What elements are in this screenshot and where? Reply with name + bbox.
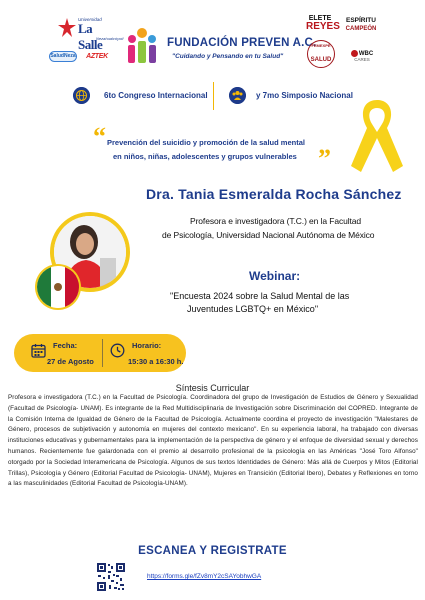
registration-link[interactable]: https://forms.gle/fZv8mY2cSAYobhwGA <box>147 573 262 580</box>
time-label: Horario: <box>132 341 162 350</box>
elete-reyes-logo <box>306 15 340 37</box>
synthesis-title: Síntesis Curricular <box>175 383 250 393</box>
lasalle-name: La Salle <box>78 21 103 52</box>
schedule-divider <box>102 339 103 367</box>
register-cta: ESCANEA Y REGISTRATE <box>138 545 287 557</box>
preven-logo <box>124 27 160 65</box>
femexpe-bottom: SALUD <box>310 57 332 63</box>
quote-close-icon: ” <box>318 144 331 173</box>
speaker-role-line2: de Psicología, Universidad Nacional Autónoma de México <box>162 230 375 240</box>
globe-icon <box>73 87 90 104</box>
synthesis-body: Profesora e investigadora (T.C.) en la Facultad de Psicología. Coordinadora del grupo de Investigación de Estudios de Género y Sexualidad (Facultad de Psicología- UNAM). Es integrante de la Red Multidisciplinaria de Investigación sobre Discriminación del COPRED. Integrante de la Comisión Interna de Igualdad de Género de la Facultad de Psicología. Actualmente coordina el proyecto de investigación "Malestares de Género, procesos de subjetivación y autonomía en mujeres del contexto mexicano". En su experiencia laboral, ha trabajado con diversas instituciones educativas y gubernamentales para la implementación de la perspectiva de género y el enfoque de diversidad sexual y derechos humanos. Recientemente fue galardonada con el premio al desarrollo profesional de la psicología en las Américas "José Toro Alfonso" otorgado por la Sociedad Interamericana de Psicología. Algunos de sus textos Identidades de Género: Más allá de Cuerpos y Mitos (Editorial Trillas), Psicología y Género (Editorial Facultad de Psicología- UNAM), Mujeres en Transición (Editorial Ibero), Debates y Reflexiones en torno a las masculinidades (Editorial Facultad de Psicología-UNAM). <box>8 394 418 488</box>
webinar-topic-line1: "Encuesta 2024 sobre la Salud Mental de las <box>170 291 350 301</box>
foundation-slogan: "Cuidando y Pensando en tu Salud" <box>172 53 284 60</box>
wbc-cares-logo <box>347 50 377 66</box>
lasalle-university: Universidad <box>78 17 102 22</box>
congress-label: 6to Congreso Internacional <box>104 91 208 100</box>
wbc-dot-icon <box>351 50 358 57</box>
quote-open-icon: “ <box>93 122 106 151</box>
quote-line1: Prevención del suicidio y promoción de la salud mental <box>107 138 305 147</box>
people-icon <box>229 87 246 104</box>
quote-line2: en niños, niñas, adolescentes y grupos vulnerables <box>113 152 297 161</box>
calendar-icon <box>31 343 46 358</box>
aztek-logo: AZTEK <box>86 53 108 60</box>
espiritu-campeon-logo <box>345 18 377 40</box>
webinar-label: Webinar: <box>249 269 301 283</box>
date-label: Fecha: <box>53 341 78 350</box>
femexpe-top: FEMEXPE <box>311 43 331 48</box>
qr-code-icon[interactable] <box>96 562 126 592</box>
wbc-top: WBC <box>358 51 374 58</box>
saludneza-logo: SaludNeza <box>49 51 77 62</box>
lasalle-star-icon <box>58 18 76 38</box>
time-value: 15:30 a 16:30 h. <box>128 357 184 366</box>
espiritu-bottom: CAMPEÓN <box>345 25 377 32</box>
speaker-name: Dra. Tania Esmeralda Rocha Sánchez <box>146 186 402 202</box>
speaker-role-line1: Profesora e investigadora (T.C.) en la Facultad <box>190 216 362 226</box>
symposium-label: y 7mo Simposio Nacional <box>256 91 353 100</box>
elete-bottom: REYES <box>306 21 340 32</box>
webinar-topic-line2: Juventudes LGBTQ+ en México" <box>187 304 319 314</box>
elete-top: ELETE <box>308 15 332 22</box>
event-divider <box>213 82 214 110</box>
lasalle-logo <box>58 14 124 52</box>
date-value: 27 de Agosto <box>47 357 94 366</box>
clock-icon <box>110 343 125 358</box>
femexpe-logo <box>307 40 335 68</box>
awareness-ribbon-icon <box>337 92 417 174</box>
wbc-bottom: CARES <box>354 57 370 63</box>
foundation-title: FUNDACIÓN PREVEN A.C. <box>167 37 317 49</box>
espiritu-top: ESPÍRITU <box>346 17 376 24</box>
lasalle-city: Nezahualcóyotl <box>96 36 124 41</box>
mexico-flag-icon <box>37 266 79 308</box>
